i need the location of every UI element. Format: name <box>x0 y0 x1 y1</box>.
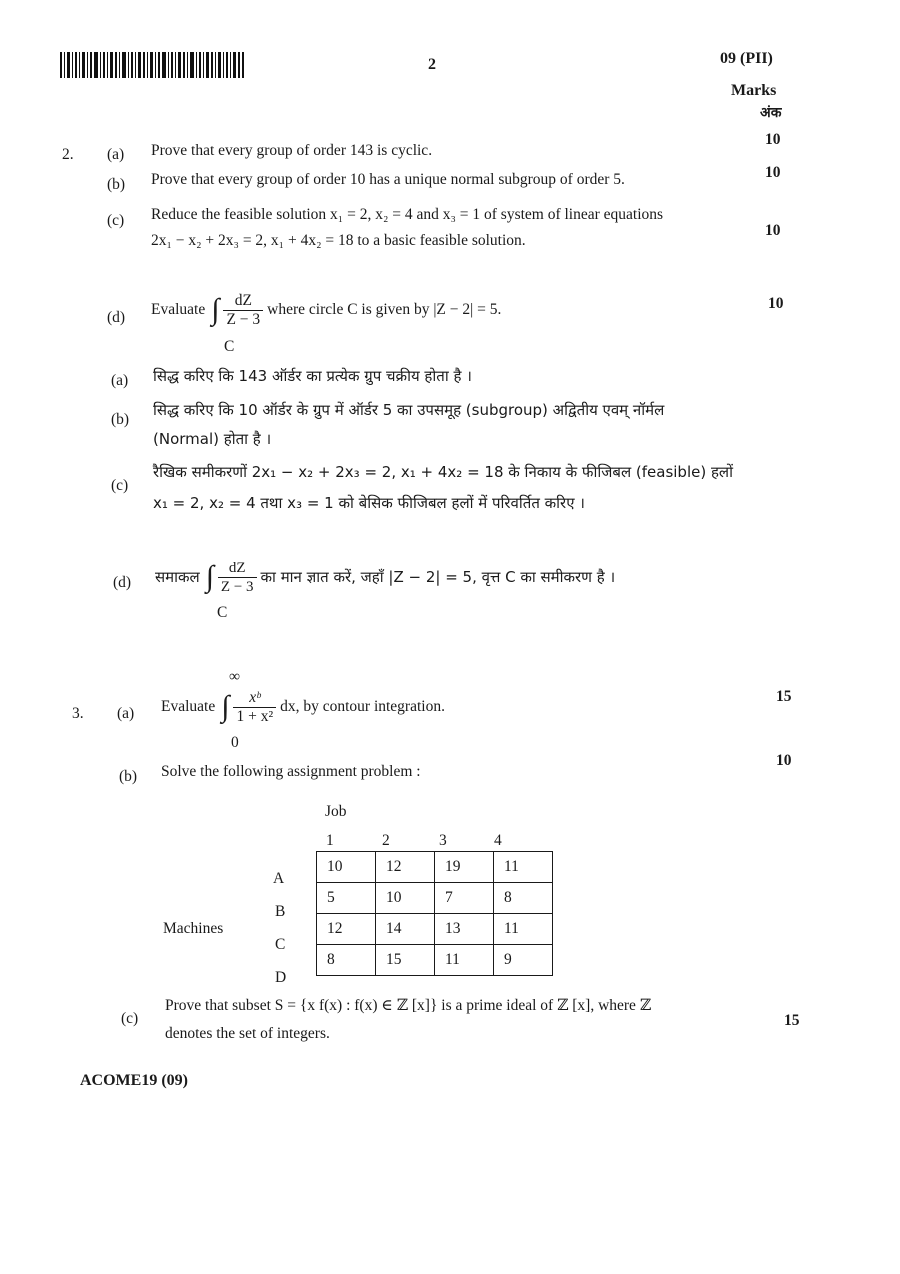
q2d-denominator: Z − 3 <box>226 310 261 328</box>
q2a-text: Prove that every group of order 143 is cyclic. <box>151 142 433 159</box>
q3a-post: dx, by contour integration. <box>280 698 445 715</box>
table-cell: 8 <box>317 945 376 976</box>
q3a-expression <box>161 684 445 730</box>
marks-heading: Marks <box>731 82 777 99</box>
q2b-hi-label: (b) <box>111 411 130 428</box>
q3b-marks: 10 <box>776 752 792 769</box>
q2a-marks: 10 <box>765 131 781 148</box>
q2a-hi-label: (a) <box>111 372 129 389</box>
table-row <box>317 883 553 914</box>
q2b-hi-line1: सिद्ध करिए कि 10 ऑर्डर के ग्रुप में ऑर्डर 5 का उपसमूह (subgroup) अद्वितीय एवम् नॉर्मल <box>153 401 665 419</box>
paper-code: 09 (PII) <box>720 50 773 67</box>
table-cell: 15 <box>376 945 435 976</box>
q2b-text: Prove that every group of order 10 has a unique normal subgroup of order 5. <box>151 171 625 188</box>
integral-sign: ∫ <box>221 690 230 723</box>
barcode-graphic <box>60 52 244 78</box>
table-cell: 11 <box>494 852 553 883</box>
table-cell: 11 <box>435 945 494 976</box>
q2a-label: (a) <box>107 146 125 163</box>
q3c-line2: denotes the set of integers. <box>165 1025 330 1042</box>
q2d-label: (d) <box>107 309 126 326</box>
q2c-marks: 10 <box>765 222 781 239</box>
job-col-2: 2 <box>382 832 390 849</box>
q2c-hi-label: (c) <box>111 477 129 494</box>
q2b-label: (b) <box>107 176 126 193</box>
table-cell: 10 <box>376 883 435 914</box>
q2b-hi-line2: (Normal) होता है । <box>153 430 272 448</box>
table-cell: 9 <box>494 945 553 976</box>
job-label: Job <box>325 803 347 820</box>
q2c-label: (c) <box>107 212 125 229</box>
q2d-pre: Evaluate <box>151 301 206 318</box>
q3b-label: (b) <box>119 768 138 785</box>
table-row <box>317 945 553 976</box>
q2d-fraction <box>223 292 263 329</box>
q2d-hi-fraction <box>218 559 257 596</box>
table-cell: 10 <box>317 852 376 883</box>
table-row <box>317 852 553 883</box>
row-label-a: A <box>273 870 285 887</box>
q3a-upper-limit: ∞ <box>229 668 241 685</box>
q2d-marks: 10 <box>768 295 784 312</box>
row-label-c: C <box>275 936 286 953</box>
q2c-hi-line1: रैखिक समीकरणों 2x₁ − x₂ + 2x₃ = 2, x₁ + 4x₂ = 18 के निकाय के फीजिबल (feasible) हलों <box>153 463 733 481</box>
table-cell: 12 <box>376 852 435 883</box>
q2c-hi-line2: x₁ = 2, x₂ = 4 तथा x₃ = 1 को बेसिक फीजिबल हलों में परिवर्तित करिए । <box>153 494 585 512</box>
q2c-line1: Reduce the feasible solution x₁ = 2, x₂ = 4 and x₃ = 1 of system of linear equations <box>151 206 664 223</box>
q2d-contour-label: C <box>224 338 235 355</box>
q3a-fraction <box>233 689 276 726</box>
table-cell: 13 <box>435 914 494 945</box>
q2d-hi-pre: समाकल <box>155 568 200 586</box>
q2d-expression <box>151 288 501 332</box>
q3c-label: (c) <box>121 1010 139 1027</box>
q3a-label: (a) <box>117 705 135 722</box>
table-cell: 8 <box>494 883 553 914</box>
table-cell: 5 <box>317 883 376 914</box>
q2d-hi-denominator: Z − 3 <box>220 578 254 595</box>
q2c-line2: 2x₁ − x₂ + 2x₃ = 2, x₁ + 4x₂ = 18 to a basic feasible solution. <box>151 232 526 249</box>
table-cell: 14 <box>376 914 435 945</box>
row-label-b: B <box>275 903 286 920</box>
job-col-1: 1 <box>326 832 334 849</box>
q2d-numerator: dZ <box>223 292 263 311</box>
job-col-4: 4 <box>494 832 502 849</box>
machines-label: Machines <box>163 920 224 937</box>
integral-sign: ∫ <box>211 293 220 326</box>
q3a-marks: 15 <box>776 688 792 705</box>
table-cell: 12 <box>317 914 376 945</box>
table-cell: 11 <box>494 914 553 945</box>
job-col-3: 3 <box>439 832 447 849</box>
q3a-lower-limit: 0 <box>231 734 239 751</box>
q2d-hi-post: का मान ज्ञात करें, जहाँ |Z − 2| = 5, वृत्त C का समीकरण है । <box>260 568 616 586</box>
q2d-post: where circle C is given by |Z − 2| = 5. <box>267 301 502 318</box>
table-cell: 7 <box>435 883 494 914</box>
q2d-hi-contour-label: C <box>217 604 228 621</box>
q3a-pre: Evaluate <box>161 698 216 715</box>
q2d-hi-numerator: dZ <box>218 559 257 578</box>
footer-code: ACOME19 (09) <box>80 1072 188 1089</box>
integral-sign: ∫ <box>205 560 214 593</box>
q3c-line1: Prove that subset S = {x f(x) : f(x) ∈ ℤ [x]} is a prime ideal of ℤ [x], where ℤ <box>165 997 652 1014</box>
q2-number: 2. <box>62 146 74 163</box>
row-label-d: D <box>275 969 287 986</box>
table-row <box>317 914 553 945</box>
marks-heading-hindi: अंक <box>760 105 782 121</box>
q2b-marks: 10 <box>765 164 781 181</box>
q2d-hi-expression <box>155 555 615 599</box>
page-number: 2 <box>428 56 436 73</box>
q3a-denominator: 1 + x² <box>236 707 274 725</box>
barcode <box>60 52 244 78</box>
q3b-text: Solve the following assignment problem : <box>161 763 421 780</box>
q3c-marks: 15 <box>784 1012 800 1029</box>
q3a-numerator: xᵇ <box>233 689 276 708</box>
assignment-table <box>316 851 553 976</box>
table-cell: 19 <box>435 852 494 883</box>
q2a-hi-text: सिद्ध करिए कि 143 ऑर्डर का प्रत्येक ग्रुप चक्रीय होता है । <box>153 367 472 385</box>
q3-number: 3. <box>72 705 84 722</box>
q2d-hi-label: (d) <box>113 574 132 591</box>
